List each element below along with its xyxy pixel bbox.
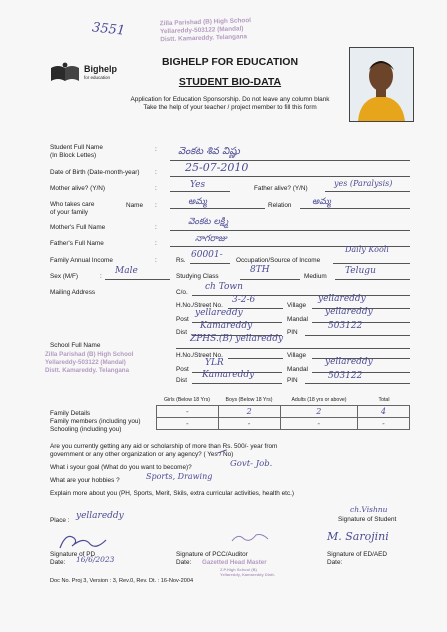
school-stamp-top — [160, 16, 291, 45]
members-adults[interactable]: 2 — [280, 406, 357, 418]
colon: : — [155, 224, 157, 231]
co-value[interactable]: ch Town — [205, 282, 243, 292]
mandal-value[interactable]: yellareddy — [325, 307, 373, 317]
relation-value[interactable]: అమ్మ — [312, 197, 331, 207]
caretaker-name-value[interactable]: అమ్మ — [188, 197, 207, 207]
school-dist-line — [192, 383, 282, 384]
book-icon — [50, 62, 80, 82]
income-prefix: Rs. — [176, 257, 186, 264]
relation-label: Relation — [268, 202, 292, 209]
colon: : — [155, 240, 157, 247]
schooling-adults[interactable]: - — [280, 418, 357, 430]
father-name-label: Father's Full Name — [50, 240, 104, 247]
mother-alive-label: Mother alive? (Y/N) — [50, 185, 106, 192]
family-members-label: Family members (including you) — [50, 418, 141, 425]
full-name-label: Student Full Name — [50, 144, 103, 151]
income-value[interactable]: 60001- — [191, 250, 223, 260]
school-pin-value[interactable]: 503122 — [328, 371, 363, 381]
schooling-total[interactable]: - — [357, 418, 409, 430]
pin-label: PIN — [287, 329, 298, 336]
sex-value[interactable]: Male — [115, 266, 138, 276]
pcc-signature-label: Signature of PCC/Auditor — [176, 551, 248, 558]
aid-question-line-1: Are you currently getting any aid or scholarship of more than Rs. 500/- year from — [50, 443, 278, 450]
family-details-label: Family Details — [50, 410, 91, 417]
pd-date-value[interactable]: 16/6/2023 — [76, 555, 115, 564]
mother-alive-line — [170, 191, 230, 192]
stamp-middle-line-1: Zilla Parishad (B) High School — [45, 351, 134, 358]
father-name-value[interactable]: నాగరాజు — [195, 234, 227, 244]
dob-value[interactable]: 25-07-2010 — [185, 161, 249, 174]
bighelp-logo — [50, 60, 122, 86]
mandal-label: Mandal — [287, 316, 308, 323]
school-post-label: Post — [176, 366, 189, 373]
mother-name-value[interactable]: వెంకట లక్ష్మి — [188, 217, 229, 227]
village-value[interactable]: yellareddy — [318, 294, 366, 304]
school-post-value[interactable]: YLR — [205, 358, 224, 368]
mother-alive-value[interactable]: Yes — [190, 180, 206, 190]
colon: : — [155, 202, 157, 209]
sex-label: Sex (M/F) — [50, 273, 79, 280]
class-line — [240, 279, 300, 280]
mother-name-line — [170, 230, 410, 231]
income-line — [190, 263, 230, 264]
caretaker-name-label: Name — [126, 202, 144, 209]
stamp-line-2: Yellareddy-503122 (Mandal) — [159, 25, 244, 36]
hobbies-question: What are your hobbies ? — [50, 477, 120, 484]
instructions-line-2: Take the help of your teacher / project member to fill this form — [143, 104, 317, 111]
aid-question-line-2: government or any other organization or any agency? ( Yes / No) — [50, 451, 234, 458]
hno-label: H.No./Street No. — [176, 302, 223, 309]
logo-tagline: for education — [84, 75, 111, 80]
occupation-label: Occupation/Source of Income — [236, 257, 321, 264]
father-alive-value[interactable]: yes (Paralysis) — [334, 179, 393, 188]
co-line — [192, 295, 410, 296]
mother-name-label: Mother's Full Name — [50, 224, 106, 231]
logo-name: Bighelp — [84, 64, 117, 74]
colon: : — [100, 273, 102, 280]
hobbies-value[interactable]: Sports, Drawing — [146, 472, 213, 481]
stamp-middle-line-3: Distt. Kamareddy. Telangana — [45, 367, 130, 374]
pd-date-label: Date: — [50, 559, 66, 566]
income-label: Family Annual Income — [50, 257, 113, 264]
school-line — [176, 348, 410, 349]
members-girls[interactable]: - — [157, 406, 219, 418]
class-label: Studying Class — [176, 273, 219, 280]
form-subtitle: STUDENT BIO-DATA — [178, 76, 282, 88]
family-header-boys: Boys (Below 18 Yrs) — [225, 397, 273, 403]
stamp-middle-line-2: Yellareddy-503122 (Mandal) — [45, 359, 126, 366]
school-mandal-value[interactable]: yellareddy — [325, 357, 373, 367]
dob-label: Date of Birth (Date-month-year) — [50, 169, 140, 176]
full-name-sub-label: (In Block Lettes) — [50, 152, 97, 159]
family-header-total: Total — [378, 397, 390, 403]
post-value[interactable]: yellareddy — [195, 308, 243, 318]
colon: : — [155, 146, 157, 153]
family-header-adults: Adults (18 yrs or above) — [291, 397, 347, 403]
family-table — [156, 405, 410, 430]
father-alive-line — [325, 191, 410, 192]
caretaker-name-line — [170, 208, 265, 209]
place-value[interactable]: yellareddy — [76, 511, 124, 521]
class-value[interactable]: 8TH — [250, 265, 270, 275]
members-total[interactable]: 4 — [357, 406, 409, 418]
village-label: Village — [287, 302, 307, 309]
sex-line — [105, 279, 170, 280]
gazetted-signature-mark — [230, 531, 270, 545]
ed-date-label: Date: — [327, 559, 343, 566]
school-pin-line — [305, 383, 410, 384]
family-schooling-row — [157, 418, 410, 430]
gazetted-sub-1: Z.P.High School (B) — [220, 567, 257, 572]
school-label: School Full Name — [50, 342, 101, 349]
ed-signature[interactable]: M. Sarojini — [327, 530, 389, 543]
gazetted-stamp — [200, 531, 310, 545]
document-number: Doc No. Proj 3, Version : 3, Rev.0, Rev. Dt. : 16-Nov-2004 — [50, 578, 194, 584]
caretaker-label-1: Who takes care — [50, 201, 95, 208]
colon: : — [155, 185, 157, 192]
student-photo — [349, 47, 414, 122]
school-dist-value[interactable]: Kamareddy — [202, 370, 255, 380]
gazetted-title: Gazetted Head Master — [202, 559, 267, 566]
schooling-boys[interactable]: - — [218, 418, 280, 430]
form-title: BIGHELP FOR EDUCATION — [161, 56, 299, 68]
medium-line — [335, 279, 410, 280]
caretaker-label-2: of your family — [50, 209, 89, 216]
school-hno-label: H.No./Street No. — [176, 352, 223, 359]
family-header-girls: Girls (Below 18 Yrs) — [163, 397, 211, 403]
schooling-girls[interactable]: - — [157, 418, 219, 430]
pin-value[interactable]: 503122 — [328, 321, 363, 331]
full-name-value[interactable]: వెంకట శివ విష్ణు — [178, 146, 240, 157]
occupation-value[interactable]: Daily Kooli — [345, 245, 389, 254]
stamp-line-1: Zilla Parishad (B) High School — [159, 17, 252, 28]
gazetted-sub-2: Yellareddy, Kamareddy Distt. — [220, 572, 275, 577]
student-signature[interactable]: ch.Vishnu — [350, 505, 388, 514]
goal-question: What i syour goal (What do you want to become)? — [50, 464, 192, 471]
school-dist-label: Dist — [176, 377, 188, 384]
school-hno-line — [228, 358, 283, 359]
stamp-line-3: Distt. Kamareddy. Telangana — [160, 33, 248, 44]
occupation-line — [333, 263, 410, 264]
pcc-date-label: Date: — [176, 559, 192, 566]
mailing-label: Mailing Address — [50, 289, 96, 296]
goal-value[interactable]: Govt- Job. — [230, 459, 273, 469]
colon: : — [155, 257, 157, 264]
student-photo-image — [350, 48, 413, 121]
ed-signature-label: Signature of ED/AED — [327, 551, 388, 558]
school-mandal-label: Mandal — [287, 366, 308, 373]
pd-signature-label: Signature of PD — [50, 551, 96, 558]
post-label: Post — [176, 316, 189, 323]
dist-label: Dist — [176, 329, 188, 336]
pin-line — [305, 335, 410, 336]
school-pin-label: PIN — [287, 377, 298, 384]
dob-line — [170, 176, 410, 177]
handwritten-number: 3551 — [91, 20, 126, 39]
colon: : — [155, 169, 157, 176]
family-members-row — [157, 406, 410, 418]
instructions-line-1: Application for Education Sponsorship. Do not leave any column blank — [130, 96, 330, 103]
school-value[interactable]: ZPHS.(B) yellareddy — [190, 334, 284, 344]
dist-value[interactable]: Kamareddy — [200, 321, 253, 331]
hno-value[interactable]: 3-2-6 — [232, 295, 256, 305]
co-label: C/o. — [176, 289, 188, 296]
explain-question: Explain more about you (PH, Sports, Merit, Skils, extra curricular activities, health etc.) — [50, 490, 294, 497]
father-alive-label: Father alive? (Y/N) — [254, 185, 308, 192]
place-label: Place : — [50, 517, 70, 524]
members-boys[interactable]: 2 — [218, 406, 280, 418]
family-schooling-label: Schooling (including you) — [50, 426, 122, 433]
medium-label: Medium — [304, 273, 327, 280]
school-stamp-middle — [45, 351, 165, 375]
medium-value[interactable]: Telugu — [345, 266, 376, 276]
student-signature-label: Signature of Student — [338, 516, 397, 523]
school-village-label: Village — [287, 352, 307, 359]
